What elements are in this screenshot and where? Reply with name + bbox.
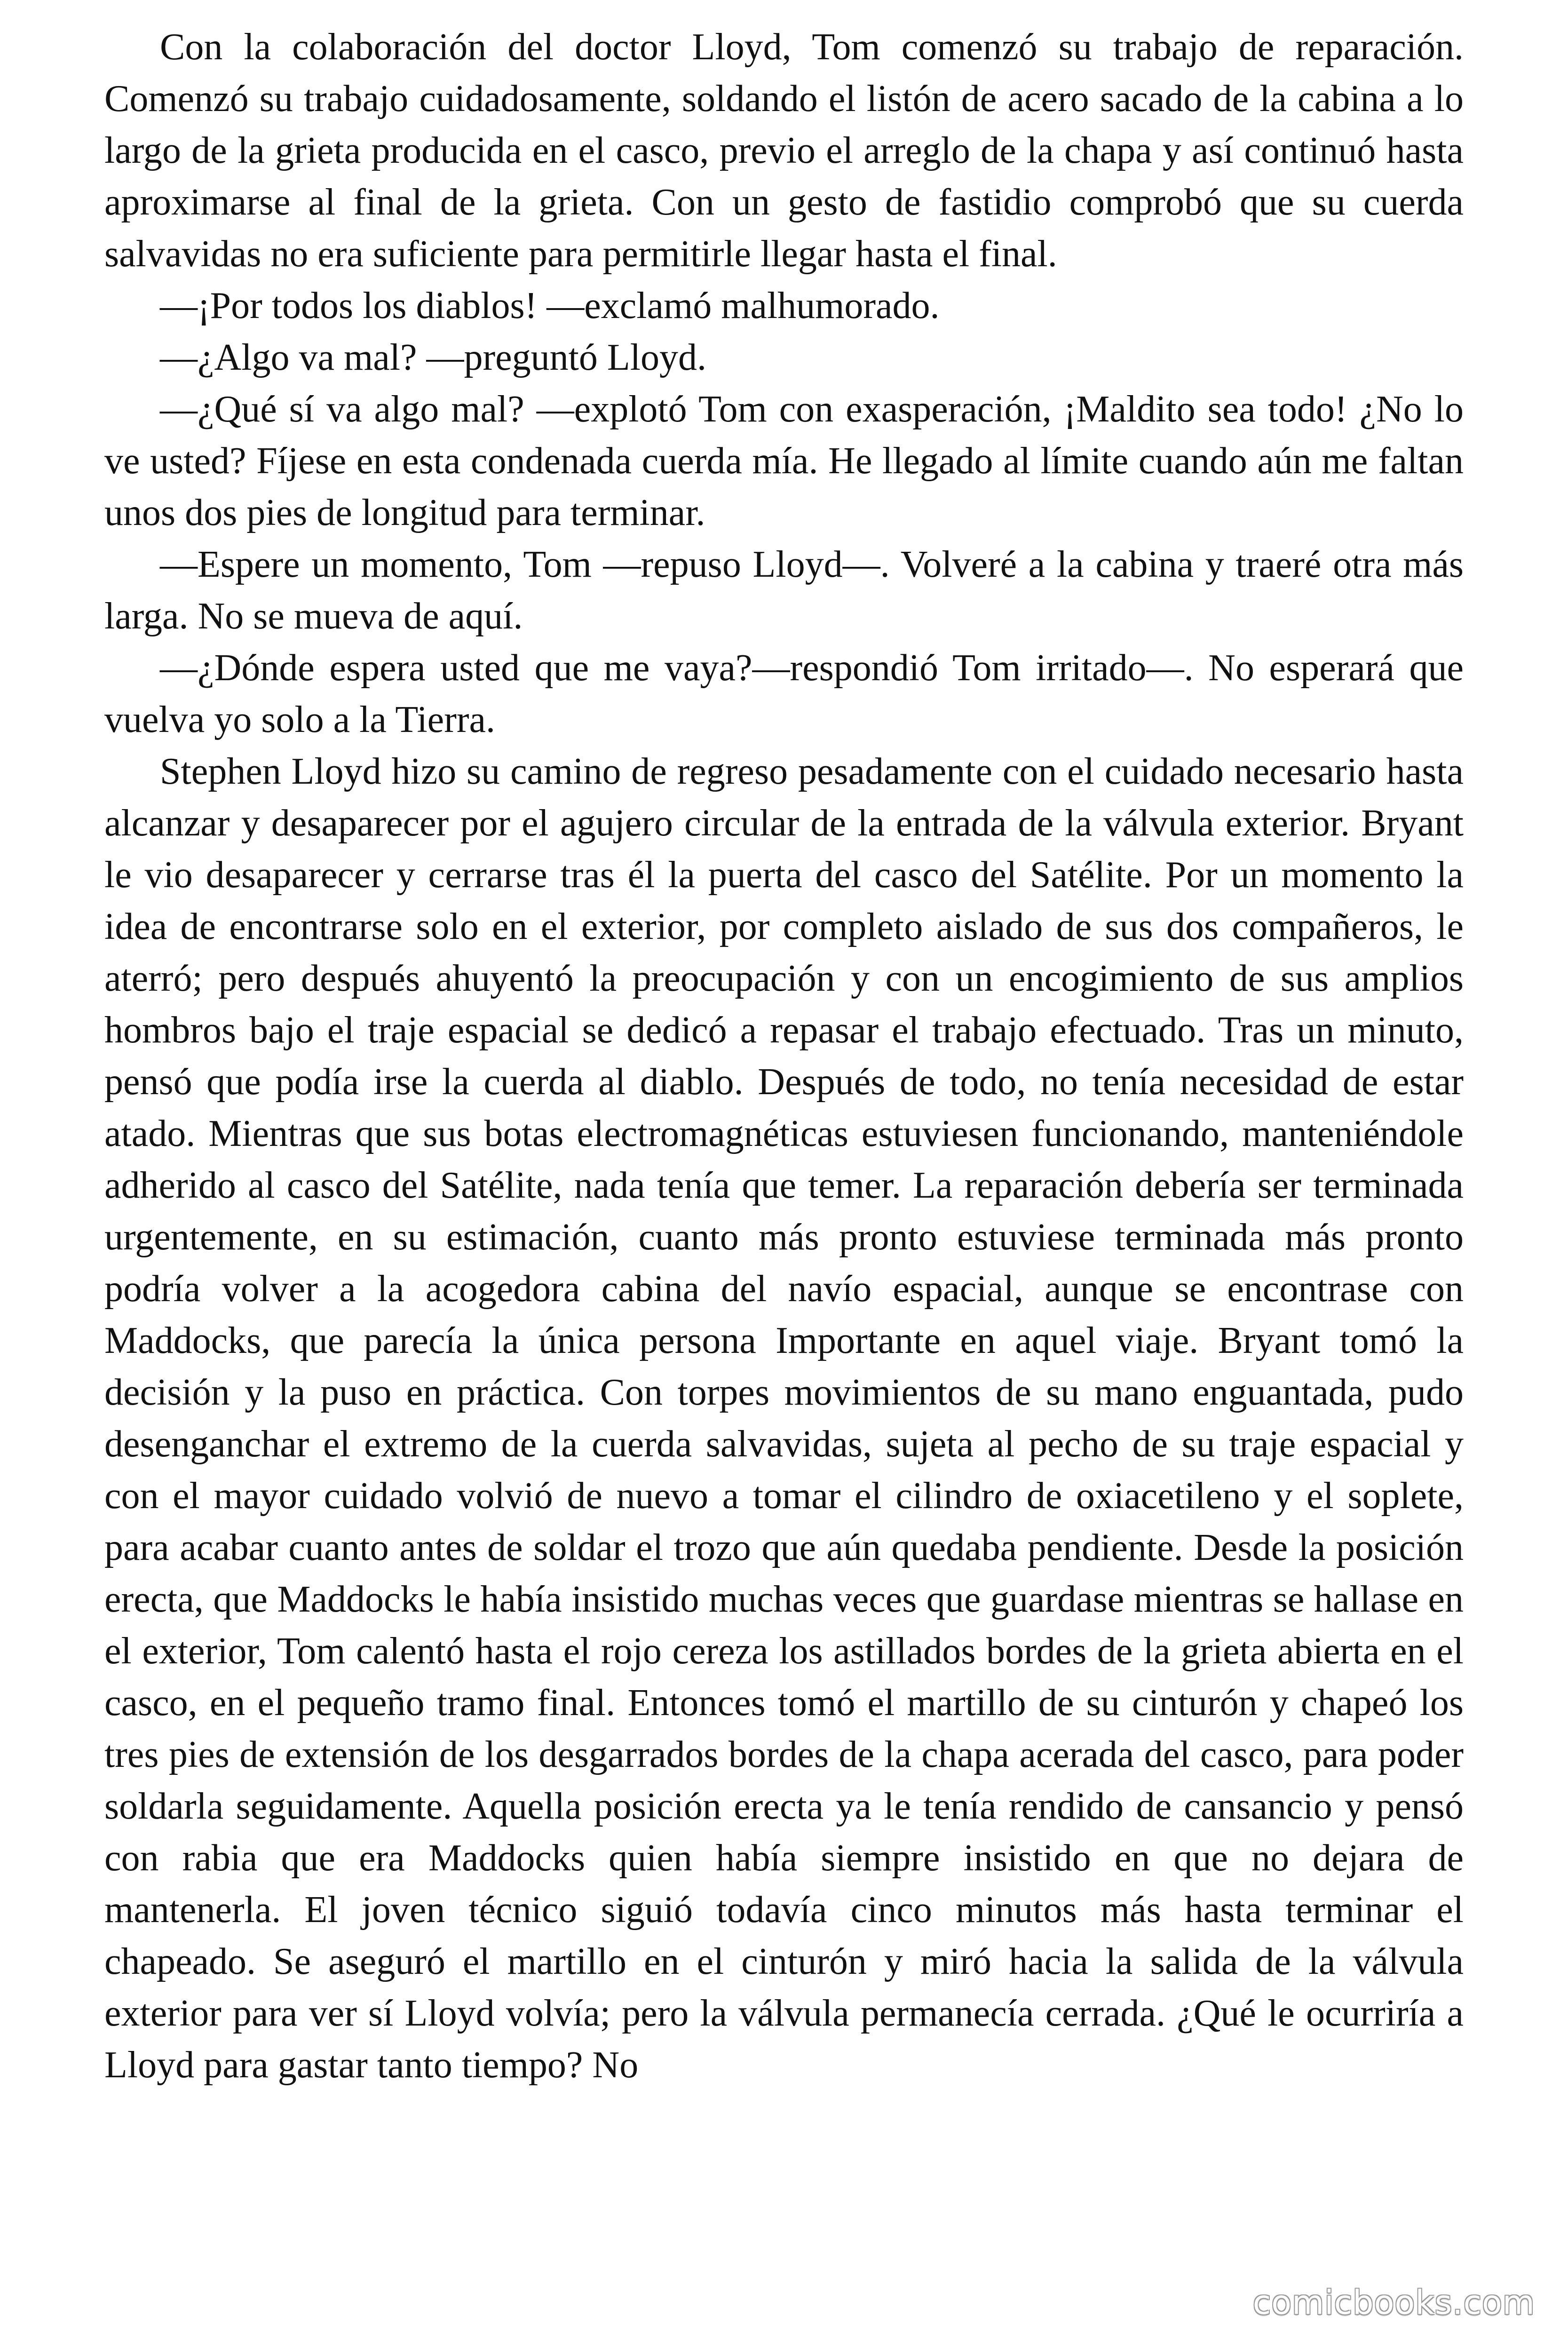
paragraph-5: —Espere un momento, Tom —repuso Lloyd—. Volveré a la cabina y traeré otra más larga. No se mueva de aquí. <box>104 544 1464 637</box>
watermark: comicbooks.com <box>1252 2283 1535 2322</box>
paragraph-4: —¿Qué sí va algo mal? —explotó Tom con exasperación, ¡Maldito sea todo! ¿No lo ve usted? Fíjese en esta condenada cuerda mía. He llegado al límite cuando aún me faltan unos dos pies de longitud para terminar. <box>104 389 1464 533</box>
body-text <box>104 21 1464 2091</box>
paragraph-7: Stephen Lloyd hizo su camino de regreso pesadamente con el cuidado necesario hasta alcanzar y desaparecer por el agujero circular de la entrada de la válvula exterior. Bryant le vio desaparecer y cerrarse tras él la puerta del casco del Satélite. Por un momento la idea de encontrarse solo en el exterior, por completo aislado de sus dos compañeros, le aterró; pero después ahuyentó la preocupación y con un encogimiento de sus amplios hombros bajo el traje espacial se dedicó a repasar el trabajo efectuado. Tras un minuto, pensó que podía irse la cuerda al diablo. Después de todo, no tenía necesidad de estar atado. Mientras que sus botas electromagnéticas estuviesen funcionando, manteniéndole adherido al casco del Satélite, nada tenía que temer. La reparación debería ser terminada urgentemente, en su estimación, cuanto más pronto estuviese terminada más pronto podría volver a la acogedora cabina del navío espacial, aunque se encontrase con Maddocks, que parecía la única persona Importante en aquel viaje. Bryant tomó la decisión y la puso en práctica. Con torpes movimientos de su mano enguantada, pudo desenganchar el extremo de la cuerda salvavidas, sujeta al pecho de su traje espacial y con el mayor cuidado volvió de nuevo a tomar el cilindro de oxiacetileno y el soplete, para acabar cuanto antes de soldar el trozo que aún quedaba pendiente. Desde la posición erecta, que Maddocks le había insistido muchas veces que guardase mientras se hallase en el exterior, Tom calentó hasta el rojo cereza los astillados bordes de la grieta abierta en el casco, en el pequeño tramo final. Entonces tomó el martillo de su cinturón y chapeó los tres pies de extensión de los desgarrados bordes de la chapa acerada del casco, para poder soldarla seguidamente. Aquella posición erecta ya le tenía rendido de cansancio y pensó con rabia que era Maddocks quien había siempre insistido en que no dejara de mantenerla. El joven técnico siguió todavía cinco minutos más hasta terminar el chapeado. Se aseguró el martillo en el cinturón y miró hacia la salida de la válvula exterior para ver sí Lloyd volvía; pero la válvula permanecía cerrada. ¿Qué le ocurriría a Lloyd para gastar tanto tiempo? No <box>104 751 1464 2086</box>
paragraph-2: —¡Por todos los diablos! —exclamó malhumorado. <box>160 285 940 326</box>
paragraph-3: —¿Algo va mal? —preguntó Lloyd. <box>160 337 706 378</box>
paragraph-1: Con la colaboración del doctor Lloyd, Tom comenzó su trabajo de reparación. Comenzó su trabajo cuidadosamente, soldando el listón de acero sacado de la cabina a lo largo de la grieta producida en el casco, previo el arreglo de la chapa y así continuó hasta aproximarse al final de la grieta. Con un gesto de fastidio comprobó que su cuerda salvavidas no era suficiente para permitirle llegar hasta el final. <box>104 26 1464 275</box>
paragraph-6: —¿Dónde espera usted que me vaya?—respondió Tom irritado—. No esperará que vuelva yo solo a la Tierra. <box>104 647 1464 740</box>
